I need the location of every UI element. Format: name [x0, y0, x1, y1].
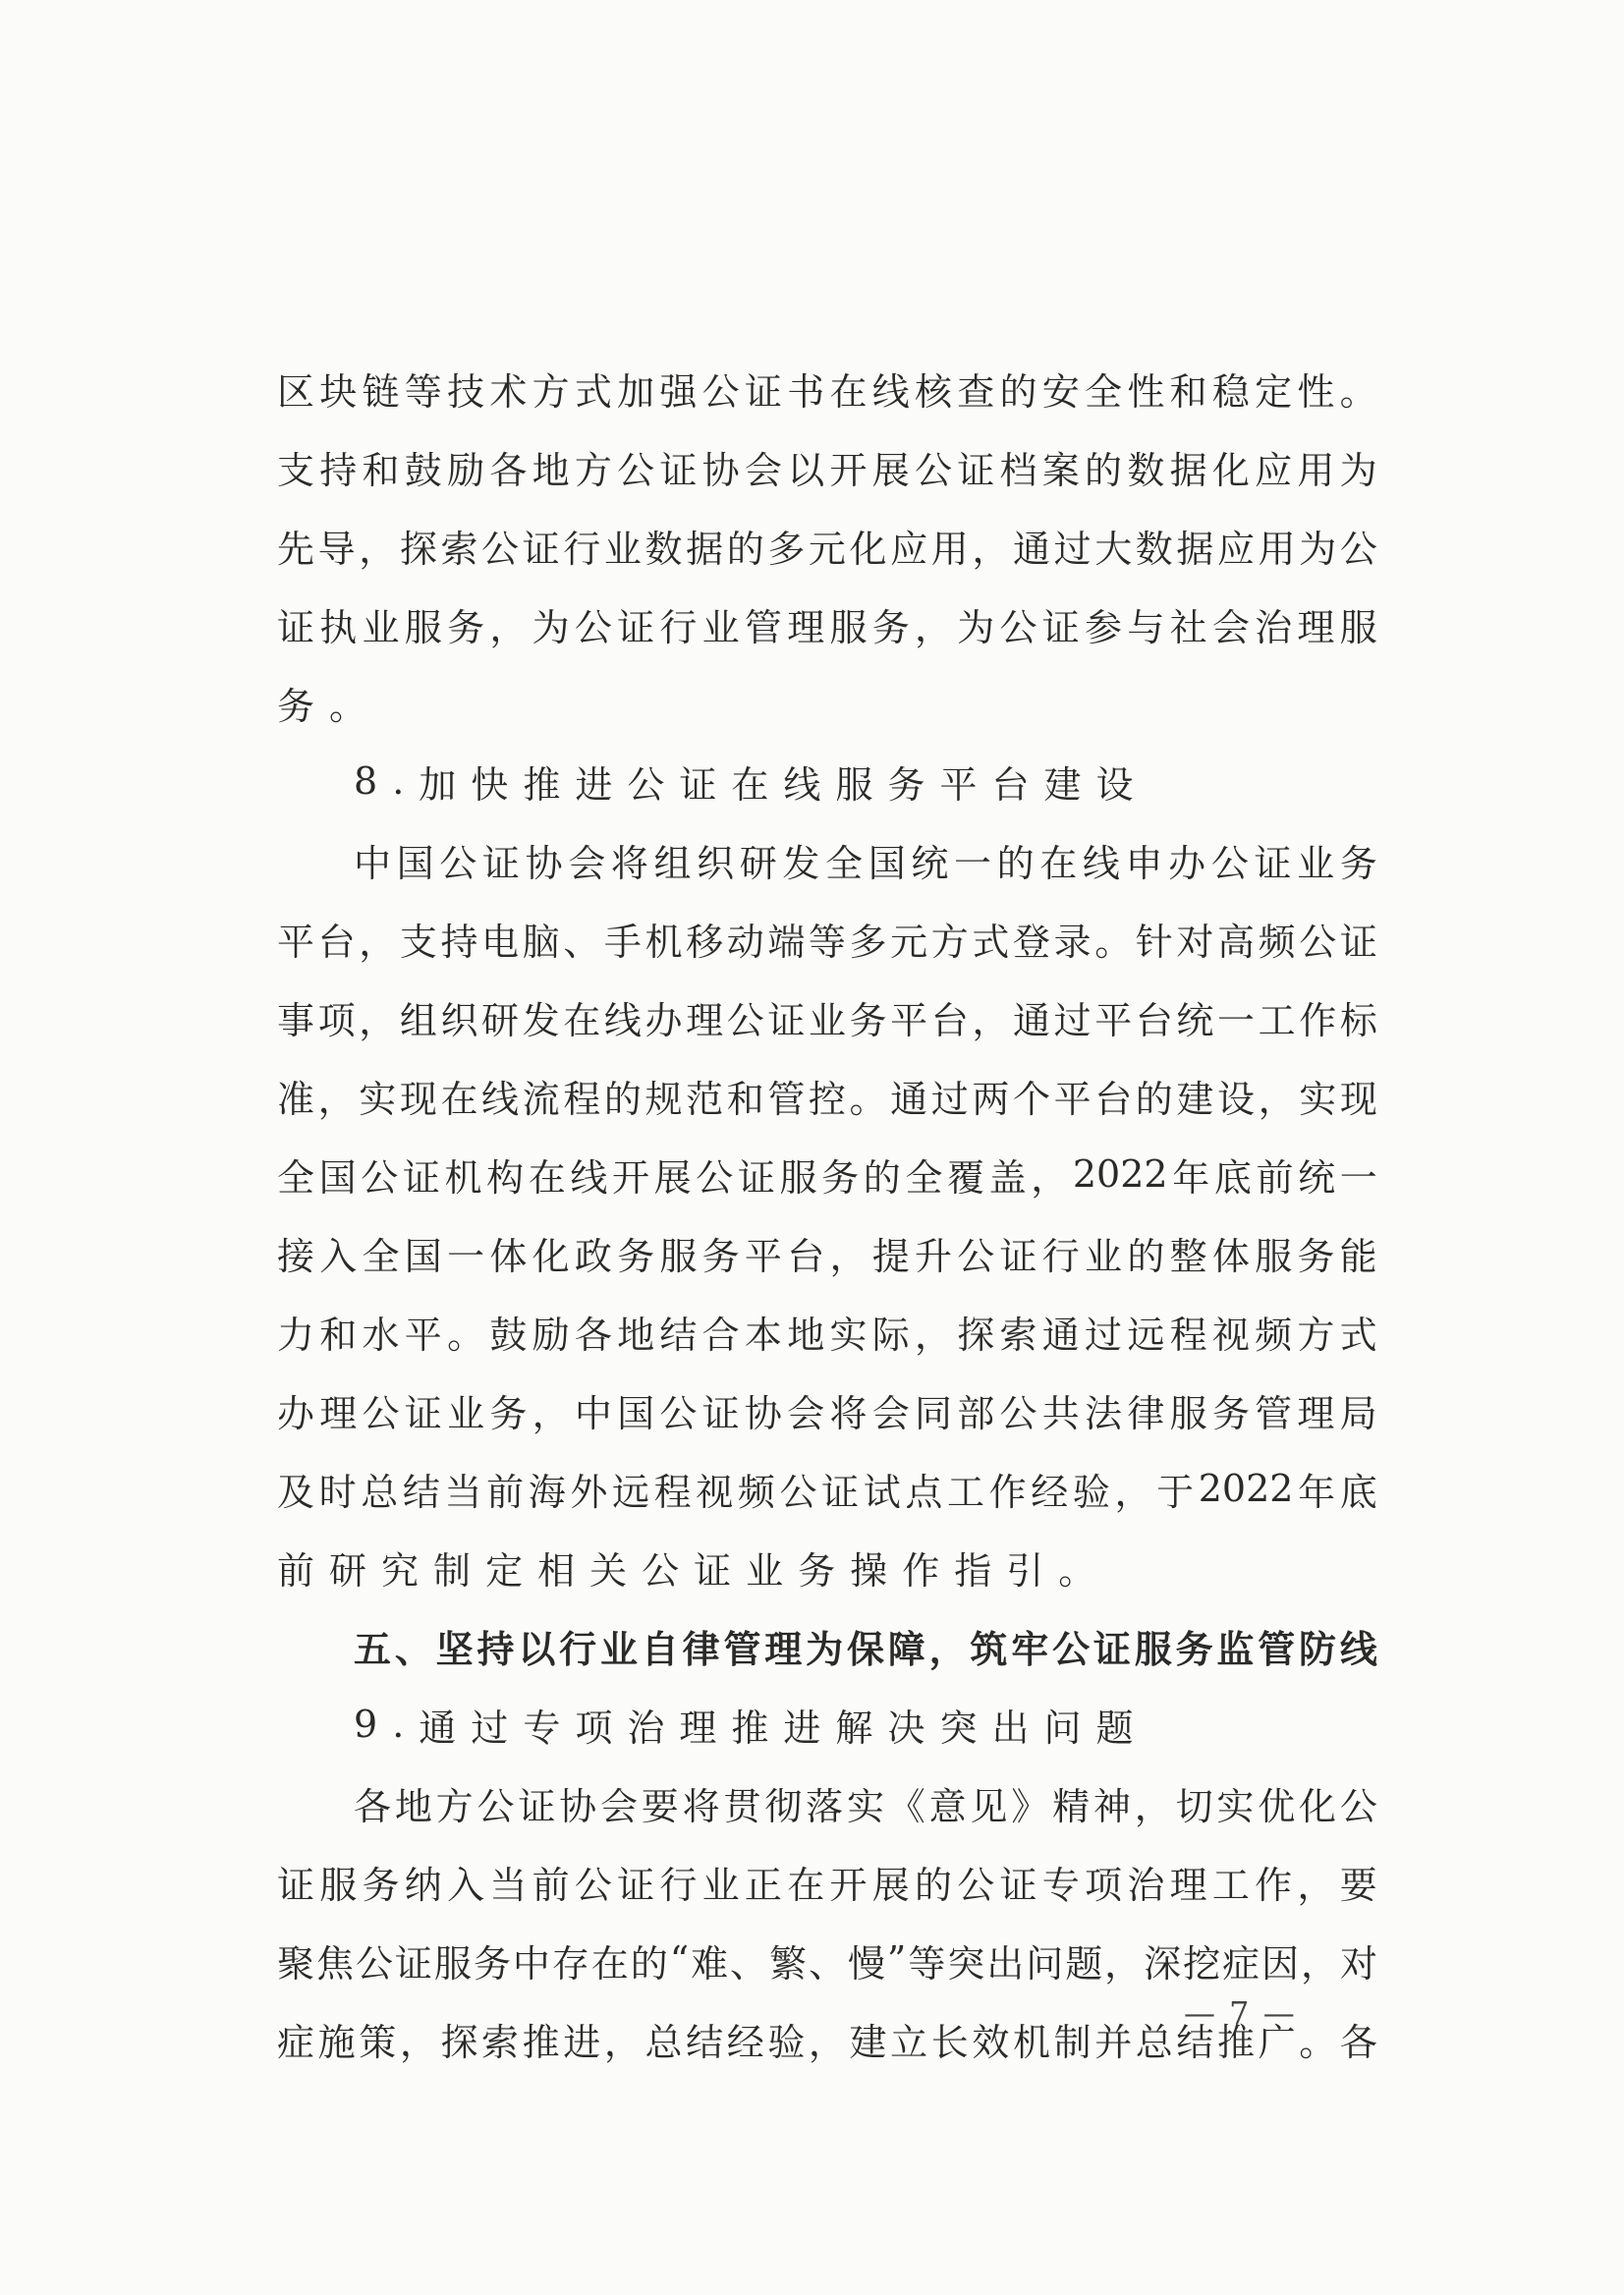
text-line: 务 。 [277, 684, 367, 728]
text-line: 力 和 水 平 。 鼓 励 各 地 结 合 本 地 实 际 ， 探 索 通 过 远 程 视 频 方 式 [277, 1313, 1377, 1357]
text-line: 接 入 全 国 一 体 化 政 务 服 务 平 台 ， 提 升 公 证 行 业 的 整 体 服 务 能 [277, 1234, 1377, 1278]
document-body [277, 349, 1377, 2078]
text-line: 证 执 业 服 务 ， 为 公 证 行 业 管 理 服 务 ， 为 公 证 参 与 社 会 治 理 服 [277, 605, 1377, 649]
text-line: 前 研 究 制 定 相 关 公 证 业 务 操 作 指 引 。 [277, 1548, 1096, 1593]
text-line: 事 项 ， 组 织 研 发 在 线 办 理 公 证 业 务 平 台 ， 通 过 平 台 统 一 工 作 标 [277, 998, 1377, 1042]
text-line: 各 地 方 公 证 协 会 要 将 贯 彻 落 实 《 意 见 》 精 神 ， 切 实 优 化 公 [354, 1784, 1377, 1828]
page-number: — 7 — [1184, 1994, 1297, 2032]
text-line: 平 台 ， 支 持 电 脑 、 手 机 移 动 端 等 多 元 方 式 登 录 。 针 对 高 频 公 证 [277, 920, 1377, 964]
text-line: 症 施 策 ， 探 索 推 进 ， 总 结 经 验 ， 建 立 长 效 机 制 并 总 结 推 广 。 各 [277, 2020, 1377, 2064]
text-line: 全 国 公 证 机 构 在 线 开 展 公 证 服 务 的 全 覆 盖 ， 2022 年 底 前 统 一 [277, 1152, 1377, 1200]
text-line: 证 服 务 纳 入 当 前 公 证 行 业 正 在 开 展 的 公 证 专 项 治 理 工 作 ， 要 [277, 1863, 1377, 1907]
text-line: 中 国 公 证 协 会 将 组 织 研 发 全 国 统 一 的 在 线 申 办 公 证 业 务 [354, 841, 1377, 885]
text-line: 办 理 公 证 业 务 ， 中 国 公 证 协 会 将 会 同 部 公 共 法 律 服 务 管 理 局 [277, 1391, 1377, 1435]
text-line: 8 . 加 快 推 进 公 证 在 线 服 务 平 台 建 设 [354, 759, 1134, 807]
section-heading: 五 、 坚 持 以 行 业 自 律 管 理 为 保 障 ， 筑 牢 公 证 服 务 监 管 防 线 [354, 1627, 1377, 1671]
text-line: 及 时 总 结 当 前 海 外 远 程 视 频 公 证 试 点 工 作 经 验 ， 于 2022 年 底 [277, 1467, 1377, 1514]
text-line: 聚 焦 公 证 服 务 中 存 在 的 “ 难 、 繁 、 慢 ” 等 突 出 问 题 ， 深 挖 症 因 ， 对 [277, 1938, 1377, 1986]
text-line: 先 导 ， 探 索 公 证 行 业 数 据 的 多 元 化 应 用 ， 通 过 大 数 据 应 用 为 公 [277, 527, 1377, 571]
text-line: 准 ， 实 现 在 线 流 程 的 规 范 和 管 控 。 通 过 两 个 平 台 的 建 设 ， 实 现 [277, 1077, 1377, 1121]
text-line: 9 . 通 过 专 项 治 理 推 进 解 决 突 出 问 题 [354, 1703, 1134, 1750]
text-line: 区 块 链 等 技 术 方 式 加 强 公 证 书 在 线 核 查 的 安 全 性 和 稳 定 性 。 [277, 369, 1377, 414]
text-line: 支 持 和 鼓 励 各 地 方 公 证 协 会 以 开 展 公 证 档 案 的 数 据 化 应 用 为 [277, 448, 1377, 492]
